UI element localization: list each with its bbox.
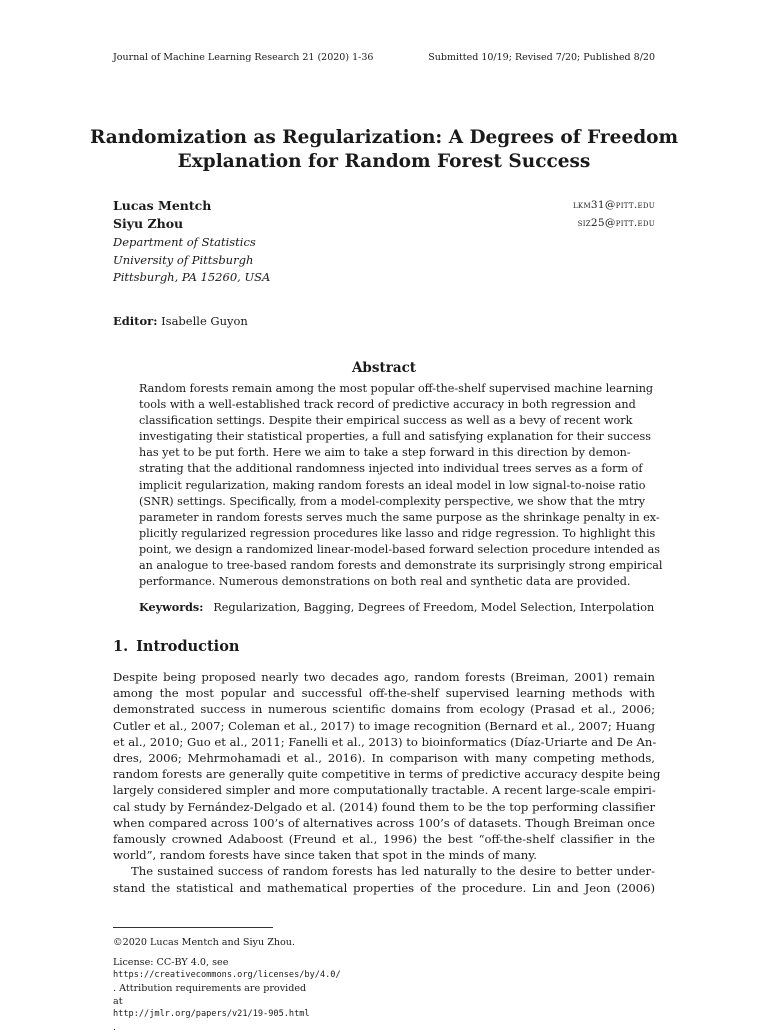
keywords-line <box>139 600 655 614</box>
author-email[interactable]: siz25@pitt.edu <box>577 217 655 229</box>
abstract-line: an analogue to tree-based random forests and demonstrate its surprisingly strong empirical <box>139 559 663 573</box>
abstract-line: point, we design a randomized linear-model-based forward selection procedure intended as <box>139 542 660 556</box>
affiliation-university: University of Pittsburgh <box>113 253 254 267</box>
editor-line <box>113 314 248 328</box>
abstract-heading: Abstract <box>351 360 417 376</box>
abstract-line: has yet to be put forth. Here we aim to take a step forward in this direction by demon- <box>139 446 631 460</box>
intro-line: when compared across 100’s of alternatives across 100’s of datasets. Though Breiman once <box>113 815 655 830</box>
footnote-divider <box>113 927 273 928</box>
author-name: Lucas Mentch <box>113 198 212 213</box>
author-email[interactable]: lkm31@pitt.edu <box>572 199 655 211</box>
intro-line: Despite being proposed nearly two decades ago, random forests (Breiman, 2001) remain <box>113 670 655 684</box>
abstract-line: strating that the additional randomness injected into individual trees serves as a form of <box>139 462 643 476</box>
intro-line: random forests are generally quite competitive in terms of predictive accuracy despite being <box>113 767 661 782</box>
abstract-line: Random forests remain among the most popular off-the-shelf supervised machine learning <box>139 382 654 395</box>
introduction-body <box>113 669 661 896</box>
abstract-line: parameter in random forests serves much the same purpose as the shrinkage penalty in ex- <box>139 510 660 524</box>
editor-label: Editor: <box>113 314 158 328</box>
license-link[interactable]: https://creativecommons.org/licenses/by/4.0/ <box>113 970 341 980</box>
license-line <box>113 995 655 1034</box>
abstract-line: plicitly regularized regression procedures like lasso and ridge regression. To highlight this <box>139 526 656 540</box>
intro-line: et al., 2010; Guo et al., 2011; Fanelli et al., 2013) to bioinformatics (Díaz-Uriarte and De An- <box>113 734 657 749</box>
intro-line: world”, random forests have since taken that spot in the minds of many. <box>113 848 537 863</box>
affiliation-department: Department of Statistics <box>113 235 256 249</box>
intro-line: demonstrated success in numerous scientific domains from ecology (Prasad et al., 2006; <box>113 702 655 717</box>
at-suffix: . <box>113 1022 117 1033</box>
license-prefix: License: CC-BY 4.0, see <box>113 957 229 968</box>
intro-line: among the most popular and successful off-the-shelf supervised learning methods with <box>113 686 655 701</box>
abstract-line: tools with a well-established track record of predictive accuracy in both regression and <box>139 398 636 412</box>
abstract-line: (SNR) settings. Specifically, from a model-complexity perspective, we show that the mtry <box>139 494 646 508</box>
paper-title <box>90 126 678 174</box>
intro-line: dres, 2006; Mehrmohamadi et al., 2016). In comparison with many competing methods, <box>113 751 655 766</box>
section-title: Introduction <box>136 638 240 655</box>
title-line: Explanation for Random Forest Success <box>177 151 591 172</box>
license-suffix: . Attribution requirements are provided <box>113 983 307 994</box>
license-line <box>113 956 655 995</box>
submission-dates: Submitted 10/19; Revised 7/20; Published 8/20 <box>428 52 655 63</box>
intro-line: The sustained success of random forests has led naturally to the desire to better under- <box>131 864 655 879</box>
abstract-line: implicit regularization, making random forests an ideal model in low signal-to-noise ratio <box>139 478 646 492</box>
copyright-notice: ©2020 Lucas Mentch and Siyu Zhou. <box>113 937 296 948</box>
author-name: Siyu Zhou <box>113 216 184 231</box>
intro-line: stand the statistical and mathematical properties of the procedure. Lin and Jeon (2006) <box>113 880 655 895</box>
keywords-label: Keywords: <box>139 600 204 614</box>
abstract-line: investigating their statistical properties, a full and satisfying explanation for their success <box>139 430 651 444</box>
license-notice <box>113 956 655 1034</box>
intro-line: Cutler et al., 2007; Coleman et al., 2017) to image recognition (Bernard et al., 2007; Huang <box>113 718 655 733</box>
section-heading-introduction <box>113 638 239 655</box>
intro-line: cal study by Fernández-Delgado et al. (2014) found them to be the top performing classifier <box>113 799 655 814</box>
title-line: Randomization as Regularization: A Degrees of Freedom <box>90 127 679 148</box>
keywords-text: Regularization, Bagging, Degrees of Freedom, Model Selection, Interpolation <box>213 601 655 614</box>
jmlr-paper-link[interactable]: http://jmlr.org/papers/v21/19-905.html <box>113 1009 310 1019</box>
intro-line: largely considered simpler and more computationally tractable. A recent large-scale empiri- <box>113 783 656 798</box>
affiliation-address: Pittsburgh, PA 15260, USA <box>113 270 271 284</box>
intro-line: famously crowned Adaboost (Freund et al., 1996) the best “off-the-shelf classifier in the <box>113 832 655 847</box>
abstract-line: performance. Numerous demonstrations on both real and synthetic data are provided. <box>139 575 631 589</box>
abstract-body <box>139 381 663 590</box>
abstract-line: classification settings. Despite their empirical success as well as a bevy of recent work <box>139 414 633 428</box>
section-number: 1. <box>113 638 129 655</box>
at-prefix: at <box>113 996 123 1007</box>
journal-header: Journal of Machine Learning Research 21 (2020) 1-36 <box>113 52 374 63</box>
editor-name: Isabelle Guyon <box>161 314 248 328</box>
